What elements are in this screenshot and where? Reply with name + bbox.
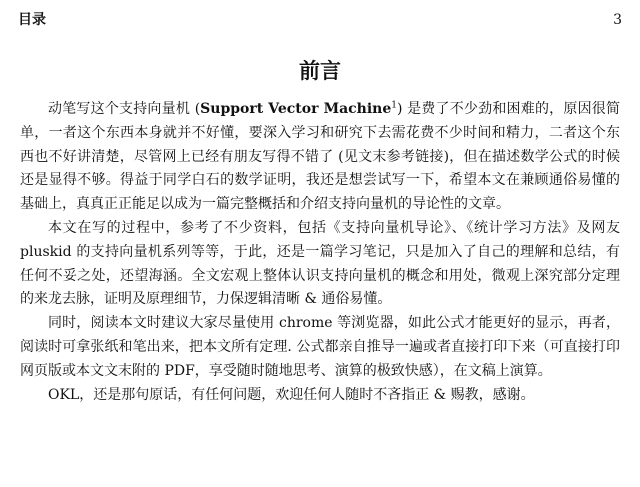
footnote-marker: 1 — [391, 100, 397, 111]
svm-term: Support Vector Machine — [200, 101, 392, 117]
running-header — [18, 10, 622, 30]
paragraph-1-rest: ) 是费了不少劲和困难的，原因很简单，一者这个东西本身就并不好懂，要深入学习和研究下去需花费不少时间和精力，二者这个东西也不好讲清楚，尽管网上已经有朋友写得不错了 (见文末参考链接)，但在描述数学公式的时候还是显得不够。得益于同学白石的数学证明，我还是想尝试写一下，希望本文在兼顾通俗易懂的基础上，真真正正能足以成为一篇完整概括和介绍支持向量机的导论性的文章。 — [20, 101, 620, 213]
paragraph-1 — [20, 98, 620, 217]
paragraph-4: OKL，还是那句原话，有任何问题，欢迎任何人随时不吝指正 & 赐教，感谢。 — [48, 386, 535, 403]
paragraph-1-lead: 动笔写这个支持向量机 ( — [48, 101, 201, 117]
page-number: 3 — [613, 12, 622, 28]
paragraph-3: 同时，阅读本文时建议大家尽量使用 chrome 等浏览器，如此公式才能更好的显示，再者，阅读时可拿张纸和笔出来，把本文所有定理. 公式都亲自推导一遍或者直接打印下来（可直接打印网页版或本文文末附的 PDF，享受随时随地思考、演算的极致快感），在文稿上演算。 — [20, 315, 620, 379]
body-text — [20, 98, 620, 407]
section-label: 目录 — [18, 12, 46, 28]
paragraph-2: 本文在写的过程中，参考了不少资料，包括《支持向量机导论》、《统计学习方法》及网友 pluskid 的支持向量机系列等等，于此，还是一篇学习笔记，只是加入了自己的理解和总结，有任何不妥之处，还望海涵。全文宏观上整体认识支持向量机的概念和用处，微观上深究部分定理的来龙去脉，证明及原理细节，力保逻辑清晰 & 通俗易懂。 — [20, 219, 620, 308]
page-title: 前言 — [299, 58, 341, 83]
